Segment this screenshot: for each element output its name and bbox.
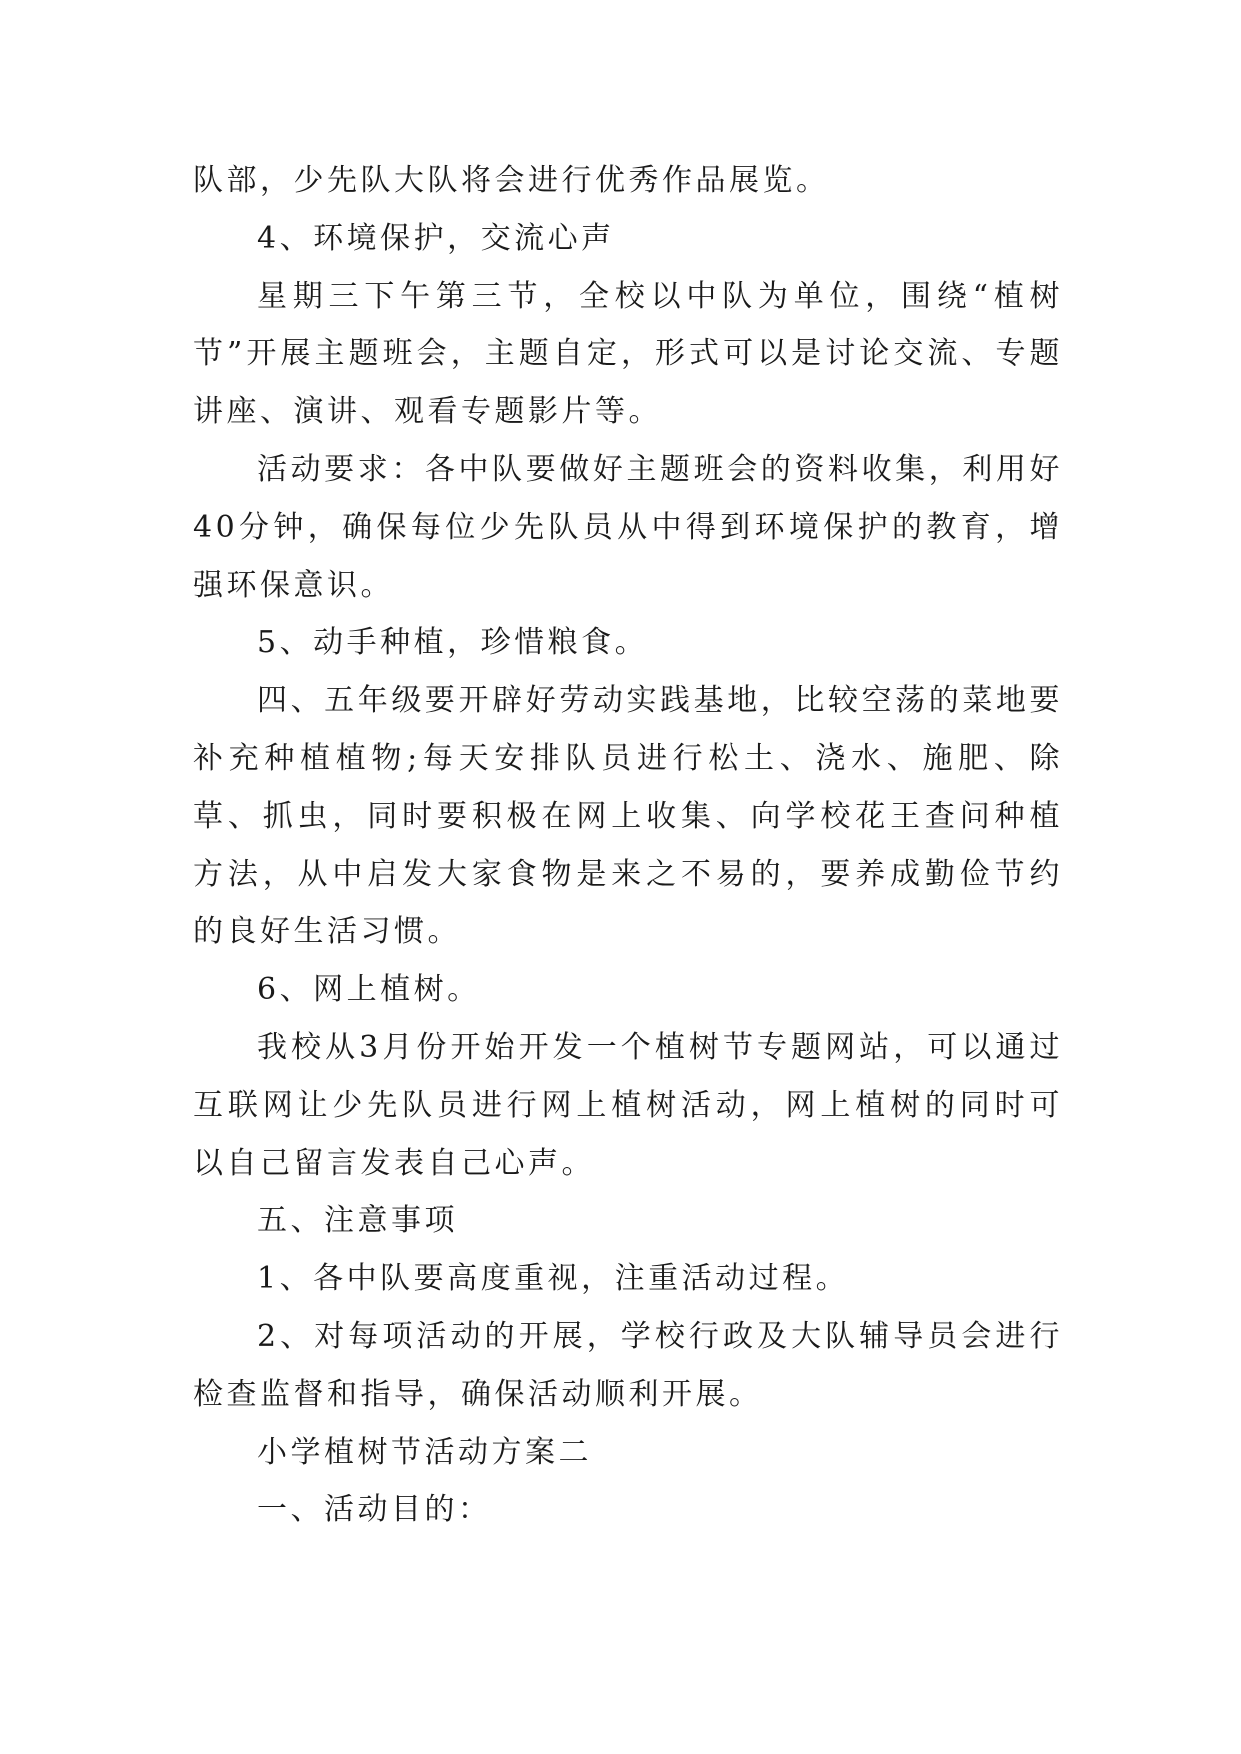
paragraph-heading-6: 6、网上植树。 xyxy=(257,972,481,1008)
section-heading: 五、注意事项 xyxy=(257,1203,458,1239)
paragraph: 我校从3月份开始开发一个植树节专题网站，可以通过互联网让少先队员进行网上植树活动，网上植树的同时可以自己留言发表自己心声。 xyxy=(193,1029,1063,1181)
paragraph: 四、五年级要开辟好劳动实践基地，比较空荡的菜地要补充种植植物;每天安排队员进行松土、浇水、施肥、除草、抓虫，同时要积极在网上收集、向学校花王查问种植方法，从中启发大家食物是来之不易的，要养成勤俭节约的良好生活习惯。 xyxy=(193,683,1063,950)
document-body xyxy=(193,152,1063,1539)
paragraph: 星期三下午第三节，全校以中队为单位，围绕“植树节”开展主题班会，主题自定，形式可以是讨论交流、专题讲座、演讲、观看专题影片等。 xyxy=(193,278,1063,430)
section-heading: 一、活动目的： xyxy=(257,1492,492,1528)
paragraph: 1、各中队要高度重视，注重活动过程。 xyxy=(257,1261,850,1297)
paragraph: 活动要求：各中队要做好主题班会的资料收集，利用好40分钟，确保每位少先队员从中得到环境保护的教育，增强环保意识。 xyxy=(193,451,1063,603)
paragraph-heading-5: 5、动手种植，珍惜粮食。 xyxy=(257,625,649,661)
paragraph: 2、对每项活动的开展，学校行政及大队辅导员会进行检查监督和指导，确保活动顺利开展。 xyxy=(193,1318,1063,1412)
document-section-title: 小学植树节活动方案二 xyxy=(257,1434,592,1470)
paragraph-heading-4: 4、环境保护，交流心声 xyxy=(257,220,615,256)
paragraph-continuation: 队部，少先队大队将会进行优秀作品展览。 xyxy=(193,163,830,198)
